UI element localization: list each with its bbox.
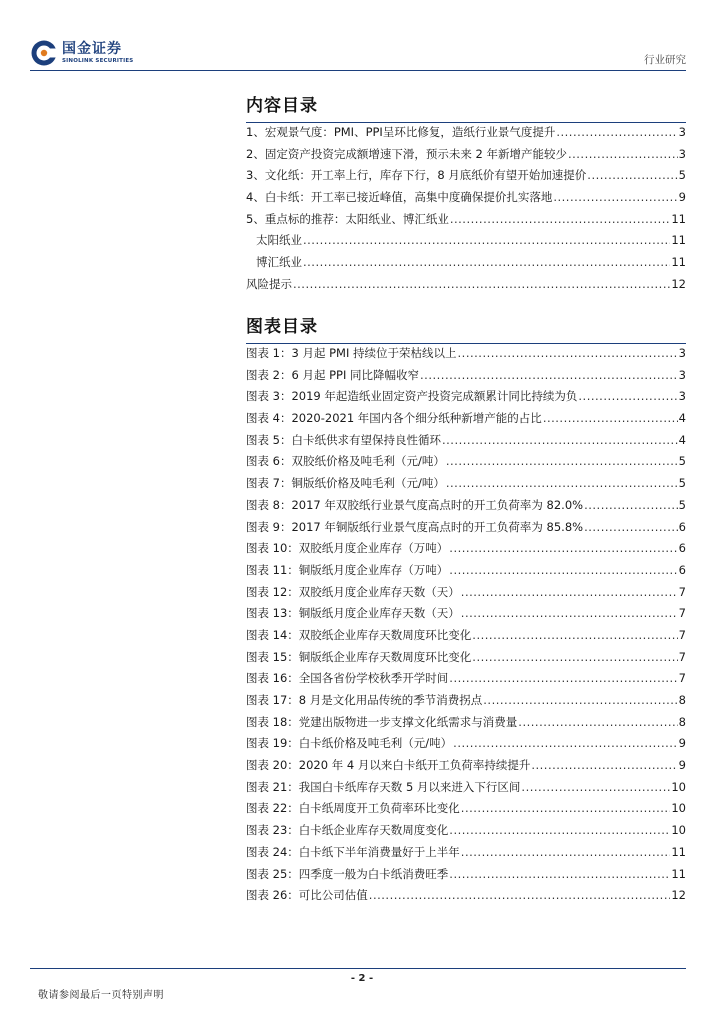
dot-leader — [521, 777, 670, 799]
figure-entry-page: 4 — [678, 411, 686, 426]
figure-entry[interactable] — [246, 582, 686, 604]
figure-entry-title: 图表 11：铜版纸月度企业库存（万吨） — [246, 562, 449, 577]
dot-leader — [458, 343, 678, 365]
figure-entry-page: 6 — [678, 541, 686, 556]
figure-entry-title: 图表 12：双胶纸月度企业库存天数（天） — [246, 584, 460, 599]
dot-leader — [568, 144, 678, 166]
figure-entry-page: 11 — [671, 844, 686, 859]
dot-leader — [543, 408, 678, 430]
dot-leader — [483, 690, 677, 712]
figure-entry-title: 图表 2：6 月起 PPI 同比降幅收窄 — [246, 367, 420, 382]
figure-entry-title: 图表 14：双胶纸企业库存天数周度环比变化 — [246, 627, 472, 642]
dot-leader — [449, 864, 670, 886]
dot-leader — [449, 538, 677, 560]
dot-leader — [472, 625, 677, 647]
contents-entry-page: 9 — [678, 190, 686, 205]
figure-entry-title: 图表 20：2020 年 4 月以来白卡纸开工负荷率持续提升 — [246, 758, 531, 773]
dot-leader — [584, 517, 678, 539]
figure-entry-page: 7 — [678, 584, 686, 599]
figure-entry-title: 图表 4：2020-2021 年国内各个细分纸种新增产能的占比 — [246, 411, 542, 426]
figure-entry-title: 图表 8：2017 年双胶纸行业景气度高点时的开工负荷率为 82.0% — [246, 497, 584, 512]
figure-entry-page: 7 — [678, 606, 686, 621]
figure-entry-page: 6 — [678, 519, 686, 534]
figure-entry-page: 7 — [678, 627, 686, 642]
contents-entry[interactable] — [246, 187, 686, 209]
contents-entry-page: 11 — [671, 211, 686, 226]
dot-leader — [556, 122, 677, 144]
figure-entry-title: 图表 25：四季度一般为白卡纸消费旺季 — [246, 866, 449, 881]
page-header — [30, 38, 686, 68]
figure-entry-title: 图表 9：2017 年铜版纸行业景气度高点时的开工负荷率为 85.8% — [246, 519, 584, 534]
figure-entry-title: 图表 19：白卡纸价格及吨毛利（元/吨） — [246, 736, 453, 751]
dot-leader — [446, 473, 678, 495]
contents-entry[interactable] — [246, 252, 686, 274]
figure-entry[interactable] — [246, 668, 686, 690]
figure-entry[interactable] — [246, 430, 686, 452]
dot-leader — [518, 712, 677, 734]
contents-entry-page: 11 — [671, 255, 686, 270]
figure-entry[interactable] — [246, 842, 686, 864]
dot-leader — [553, 187, 677, 209]
sinolink-logo-icon — [30, 39, 58, 67]
logo-chinese-name: 国金证券 — [62, 41, 122, 57]
dot-leader — [461, 582, 678, 604]
dot-leader — [449, 668, 677, 690]
figure-entry-page: 9 — [678, 736, 686, 751]
contents-title: 内容目录 — [246, 96, 318, 116]
figure-entry-page: 10 — [671, 823, 686, 838]
dot-leader — [578, 386, 677, 408]
figure-entry-page: 5 — [678, 497, 686, 512]
dot-leader — [461, 842, 671, 864]
contents-entry[interactable] — [246, 165, 686, 187]
contents-entry-page: 3 — [678, 125, 686, 139]
figure-entry-title: 图表 7：铜版纸价格及吨毛利（元/吨） — [246, 476, 445, 491]
figure-entry-title: 图表 13：铜版纸月度企业库存天数（天） — [246, 606, 460, 621]
figure-entry-page: 3 — [678, 346, 686, 360]
contents-heading-block — [246, 94, 686, 123]
contents-entry[interactable] — [246, 230, 686, 252]
contents-entry-page: 11 — [671, 233, 686, 248]
dot-leader — [293, 274, 670, 296]
dot-leader — [442, 430, 678, 452]
figure-entry-page: 8 — [678, 714, 686, 729]
figures-heading-block — [246, 315, 686, 344]
contents-entry-title: 3、文化纸：开工率上行，库存下行，8 月底纸价有望开始加速提价 — [246, 168, 587, 183]
figure-entry[interactable] — [246, 733, 686, 755]
contents-entry-title: 太阳纸业 — [256, 233, 302, 248]
figure-entry-title: 图表 16：全国各省份学校秋季开学时间 — [246, 671, 449, 686]
dot-leader — [303, 230, 670, 252]
figure-entry-title: 图表 24：白卡纸下半年消费量好于上半年 — [246, 844, 460, 859]
figure-entry[interactable] — [246, 451, 686, 473]
figure-entry-page: 11 — [671, 866, 686, 881]
figure-entry-title: 图表 21：我国白卡纸库存天数 5 月以来进入下行区间 — [246, 779, 521, 794]
figure-entry[interactable] — [246, 386, 686, 408]
figure-entry[interactable] — [246, 473, 686, 495]
figure-entry-title: 图表 10：双胶纸月度企业库存（万吨） — [246, 541, 449, 556]
dot-leader — [531, 755, 677, 777]
figure-entry-title: 图表 23：白卡纸企业库存天数周度变化 — [246, 823, 449, 838]
figure-entry-title: 图表 15：铜版纸企业库存天数周度环比变化 — [246, 649, 472, 664]
dot-leader — [303, 252, 670, 274]
contents-entry[interactable] — [246, 122, 686, 144]
figure-entry-page: 12 — [671, 888, 686, 903]
contents-entry-page: 12 — [671, 276, 686, 291]
figures-title: 图表目录 — [246, 317, 318, 337]
figure-entry[interactable] — [246, 603, 686, 625]
figure-entry-page: 5 — [678, 476, 686, 491]
figure-entry[interactable] — [246, 647, 686, 669]
contents-entry[interactable] — [246, 144, 686, 166]
dot-leader — [450, 209, 671, 231]
figure-entry-page: 10 — [671, 801, 686, 816]
logo-english-name: SINOLINK SECURITIES — [62, 58, 134, 64]
figure-entry[interactable] — [246, 517, 686, 539]
figure-entry-title: 图表 3：2019 年起造纸业固定资产投资完成额累计同比持续为负 — [246, 389, 578, 404]
figure-entry[interactable] — [246, 820, 686, 842]
dot-leader — [449, 820, 670, 842]
dot-leader — [472, 647, 677, 669]
dot-leader — [446, 451, 678, 473]
figure-entry-page: 7 — [678, 671, 686, 686]
contents-entry[interactable] — [246, 274, 686, 296]
figure-entry-page: 3 — [678, 367, 686, 382]
contents-entry-title: 2、固定资产投资完成额增速下滑，预示未来 2 年新增产能较少 — [246, 146, 567, 161]
dot-leader — [461, 603, 678, 625]
figure-entry[interactable] — [246, 798, 686, 820]
dot-leader — [369, 885, 671, 907]
dot-leader — [420, 365, 678, 387]
figure-entry-title: 图表 17：8 月是文化用品传统的季节消费拐点 — [246, 693, 483, 707]
figure-entry-title: 图表 22：白卡纸周度开工负荷率环比变化 — [246, 801, 460, 816]
figure-entry[interactable] — [246, 625, 686, 647]
figure-entry-page: 10 — [671, 779, 686, 794]
contents-entry-title: 4、白卡纸：开工率已接近峰值，高集中度确保提价扎实落地 — [246, 190, 553, 205]
figure-entry-page: 5 — [678, 454, 686, 469]
figure-entry[interactable] — [246, 365, 686, 387]
contents-entry-page: 5 — [678, 168, 686, 183]
figure-entry[interactable] — [246, 690, 686, 712]
figure-entry[interactable] — [246, 864, 686, 886]
figure-entry-title: 图表 18：党建出版物进一步支撑文化纸需求与消费量 — [246, 714, 518, 729]
dot-leader — [461, 798, 671, 820]
figure-entry-page: 3 — [678, 389, 686, 404]
contents-entry-title: 5、重点标的推荐：太阳纸业、博汇纸业 — [246, 211, 449, 226]
figure-entry-title: 图表 1：3 月起 PMI 持续位于荣枯线以上 — [246, 346, 457, 360]
dot-leader — [587, 165, 677, 187]
figure-entry[interactable] — [246, 495, 686, 517]
contents-entry-title: 1、宏观景气度：PMI、PPI呈环比修复，造纸行业景气度提升 — [246, 125, 556, 139]
dot-leader — [584, 495, 678, 517]
contents-entry-title: 风险提示 — [246, 276, 292, 291]
figure-entry[interactable] — [246, 538, 686, 560]
contents-entry[interactable] — [246, 209, 686, 231]
contents-entry-page: 3 — [678, 146, 686, 161]
dot-leader — [449, 560, 677, 582]
figure-entry[interactable] — [246, 343, 686, 365]
dot-leader — [453, 733, 678, 755]
footer-divider — [30, 968, 686, 969]
disclaimer-note: 敬请参阅最后一页特别声明 — [38, 990, 164, 1001]
figure-entry[interactable] — [246, 777, 686, 799]
figure-entry[interactable] — [246, 755, 686, 777]
figures-list — [246, 343, 686, 907]
contents-entry-title: 博汇纸业 — [256, 255, 302, 270]
company-logo — [30, 38, 133, 68]
report-category: 行业研究 — [644, 54, 686, 66]
figure-entry-page: 9 — [678, 758, 686, 773]
figure-entry[interactable] — [246, 885, 686, 907]
contents-list — [246, 122, 686, 296]
figure-entry[interactable] — [246, 560, 686, 582]
figure-entry[interactable] — [246, 408, 686, 430]
figure-entry-page: 8 — [678, 693, 686, 707]
page-number: - 2 - — [350, 973, 374, 984]
header-divider — [30, 70, 686, 71]
figure-entry-page: 7 — [678, 649, 686, 664]
figure-entry-title: 图表 26：可比公司估值 — [246, 888, 368, 903]
figure-entry[interactable] — [246, 712, 686, 734]
figure-entry-page: 6 — [678, 562, 686, 577]
figure-entry-page: 4 — [678, 432, 686, 447]
figure-entry-title: 图表 5：白卡纸供求有望保持良性循环 — [246, 432, 441, 447]
figure-entry-title: 图表 6：双胶纸价格及吨毛利（元/吨） — [246, 454, 445, 469]
